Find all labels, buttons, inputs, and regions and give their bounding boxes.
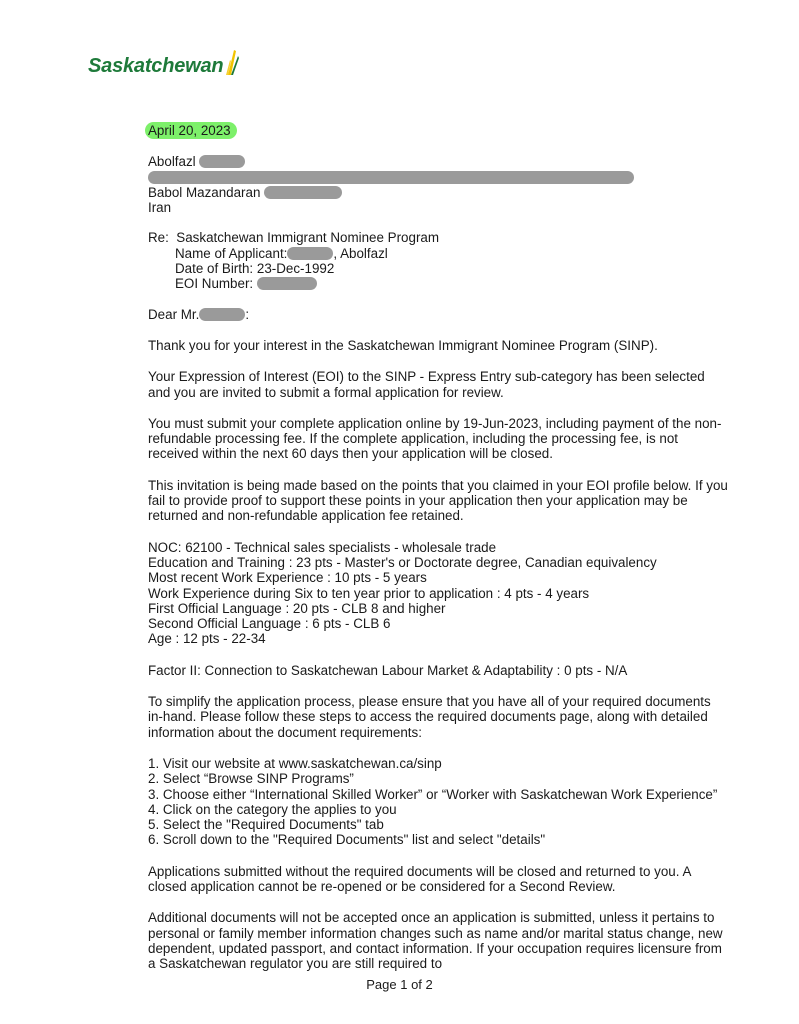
points-item: Age : 12 pts - 22-34	[148, 631, 266, 647]
points-item: Education and Training : 23 pts - Master's or Doctorate degree, Canadian equivalency	[148, 554, 657, 570]
letter-date: April 20, 2023	[145, 122, 237, 139]
salutation-suffix: :	[245, 306, 250, 322]
step-item: 2. Select “Browse SINP Programs”	[148, 771, 354, 787]
step-item: 6. Scroll down to the "Required Documents" list and select "details"	[148, 832, 546, 848]
points-item: Most recent Work Experience : 10 pts - 5 years	[148, 570, 427, 586]
recipient-country: Iran	[148, 200, 172, 216]
salutation	[148, 307, 728, 322]
logo-text: Saskatchewan	[88, 55, 224, 77]
recipient-address	[148, 154, 728, 215]
date-of-birth: Date of Birth: 23-Dec-1992	[175, 261, 335, 277]
paragraph-eoi-selected: Your Expression of Interest (EOI) to the SINP - Express Entry sub-category has been selected and you are invited to submit a formal application for review.	[148, 369, 705, 400]
salutation-prefix: Dear Mr.	[148, 306, 200, 322]
points-item: Work Experience during Six to ten year prior to application : 4 pts - 4 years	[148, 585, 590, 601]
redacted-eoi-number	[257, 277, 317, 290]
step-item: 1. Visit our website at www.saskatchewan.ca/sinp	[148, 755, 442, 771]
points-item: NOC: 62100 - Technical sales specialists - wholesale trade	[148, 539, 497, 555]
recipient-city: Babol Mazandaran	[148, 184, 261, 200]
recipient-name: Abolfazl	[148, 154, 196, 170]
paragraph-thank-you: Thank you for your interest in the Saskatchewan Immigrant Nominee Program (SINP).	[148, 337, 658, 353]
re-label: Re:	[148, 230, 169, 246]
steps-list	[148, 756, 728, 848]
step-item: 3. Choose either “International Skilled Worker” or “Worker with Saskatchewan Work Experience”	[148, 786, 718, 802]
paragraph-factor-two: Factor II: Connection to Saskatchewan Labour Market & Adaptability : 0 pts - N/A	[148, 662, 628, 678]
paragraph-deadline: You must submit your complete application online by 19-Jun-2023, including payment of the non-refundable processing fee. If the complete application, including the processing fee, is not received within the next 60 days then your application will be closed.	[148, 415, 722, 462]
points-item: First Official Language : 20 pts - CLB 8 and higher	[148, 600, 446, 616]
paragraph-simplify: To simplify the application process, please ensure that you have all of your required documents in-hand. Please follow these steps to access the required documents page, along with detailed information about the document requirements:	[148, 694, 711, 740]
letter-body	[148, 120, 728, 971]
page-number: Page 1 of 2	[366, 977, 433, 992]
re-program: Saskatchewan Immigrant Nominee Program	[176, 230, 440, 246]
redacted-postal	[264, 186, 342, 199]
points-item: Second Official Language : 6 pts - CLB 6	[148, 616, 391, 632]
paragraph-closed-applications: Applications submitted without the required documents will be closed and returned to you. A closed application cannot be re-opened or be considered for a Second Review.	[148, 863, 691, 894]
paragraph-points-basis: This invitation is being made based on the points that you claimed in your EOI profile below. If you fail to provide proof to support these points in your application then your application may be returned and non-refundable application fee retained.	[148, 477, 728, 524]
redacted-salutation-surname	[199, 308, 245, 321]
applicant-name: , Abolfazl	[333, 245, 388, 261]
paragraph-additional-documents: Additional documents will not be accepted once an application is submitted, unless it pertains to personal or family member information changes such as name and/or marital status change, new dependent, updated passport, and contact information. If your occupation requires licensure from a Saskatchewan regulator you are still required to	[148, 910, 723, 972]
eoi-label: EOI Number:	[175, 276, 254, 292]
redacted-applicant-surname	[287, 247, 333, 260]
step-item: 4. Click on the category the applies to you	[148, 801, 397, 817]
applicant-label: Name of Applicant:	[175, 245, 288, 261]
points-list	[148, 540, 728, 647]
step-item: 5. Select the "Required Documents" tab	[148, 817, 384, 833]
redacted-surname	[199, 155, 245, 168]
re-block	[148, 230, 728, 291]
wheat-icon	[224, 48, 240, 76]
redacted-street	[148, 171, 634, 184]
saskatchewan-logo	[88, 48, 240, 78]
